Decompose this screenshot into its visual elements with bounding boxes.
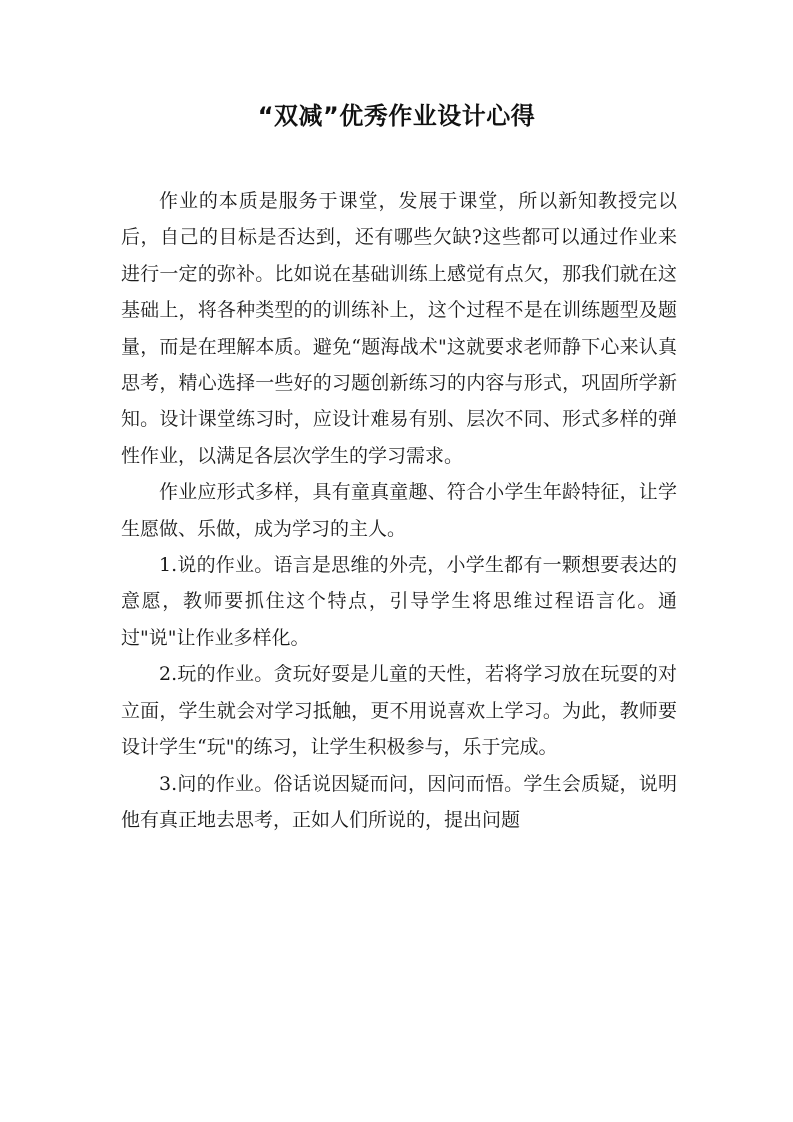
paragraph-asking-homework: 3.问的作业。俗话说因疑而问，因问而悟。学生会质疑，说明他有真正地去思考，正如人们所说的，提出问题: [121, 772, 677, 831]
paragraph-playing-homework: 2.玩的作业。贪玩好耍是儿童的天性，若将学习放在玩耍的对立面，学生就会对学习抵触，更不用说喜欢上学习。为此，教师要设计学生“玩"的练习，让学生积极参与，乐于完成。: [121, 663, 677, 759]
paragraph-homework-essence: 作业的本质是服务于课堂，发展于课堂，所以新知教授完以后，自己的目标是否达到，还有哪些欠缺?这些都可以通过作业来进行一定的弥补。比如说在基础训练上感觉有点欠，那我们就在这基础上，将各种类型的的训练补上，这个过程不是在训练题型及题量，而是在理解本质。避免“题海战术"这就要求老师静下心来认真思考，精心选择一些好的习题创新练习的内容与形式，巩固所学新知。设计课堂练习时，应设计难易有别、层次不同、形式多样的弹性作业，以满足各层次学生的学习需求。: [121, 190, 677, 467]
paragraph-speaking-homework: 1.说的作业。语言是思维的外壳，小学生都有一颗想要表达的意愿，教师要抓住这个特点，引导学生将思维过程语言化。通过"说"让作业多样化。: [121, 554, 677, 649]
document-body: [121, 183, 677, 838]
paragraph-diverse-forms: 作业应形式多样，具有童真童趣、符合小学生年龄特征，让学生愿做、乐做，成为学习的主人。: [121, 481, 677, 540]
document-title: “双减”优秀作业设计心得: [257, 102, 536, 130]
